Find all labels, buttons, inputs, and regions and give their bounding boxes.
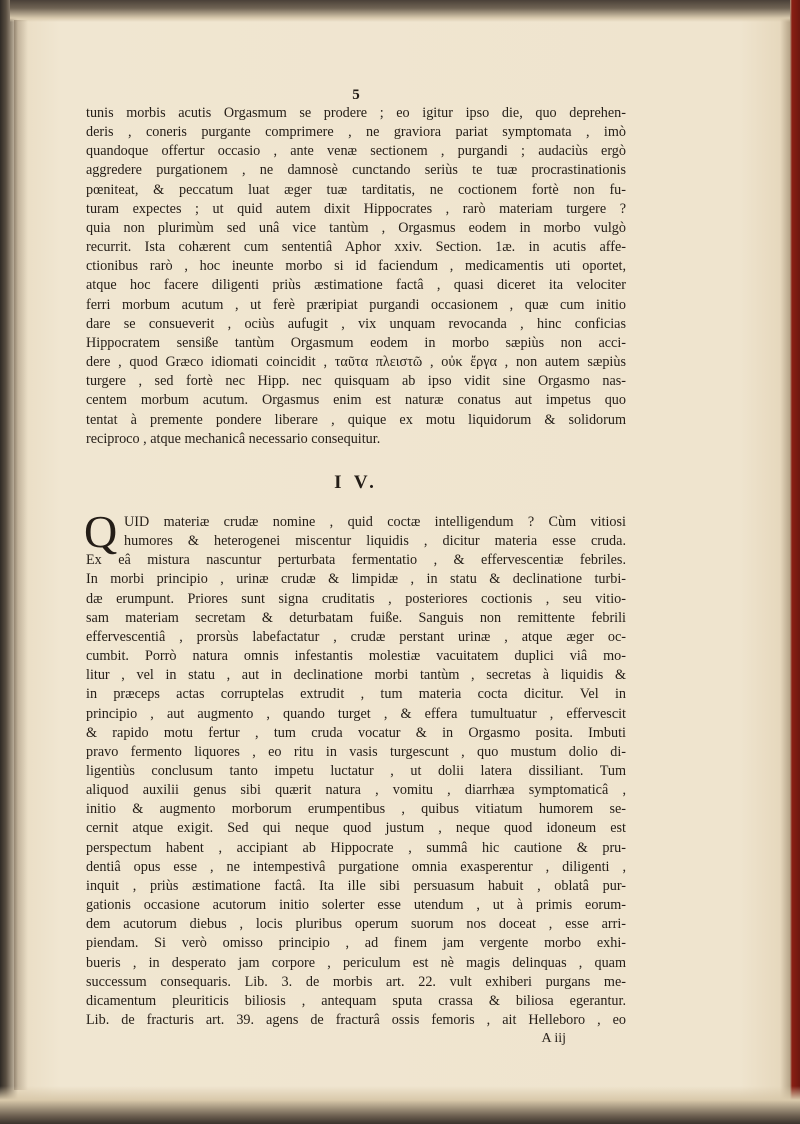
text-line: turgere , sed fortè nec Hipp. nec quisquam ab ipso vidit sine Orgasmo nas- bbox=[86, 373, 626, 390]
text-line: inquit , priùs æstimatione factâ. Ita ille sibi persuasum habuit , oblatâ pur- bbox=[86, 877, 626, 894]
text-line: dæ erumpunt. Priores sunt signa cruditatis , posteriores coctionis , seu vitio- bbox=[86, 590, 626, 607]
drop-cap: Q bbox=[84, 505, 118, 557]
text-line: UID materiæ crudæ nomine , quid coctæ intelligendum ? Cùm vitiosi bbox=[124, 513, 626, 530]
section-heading: I V. bbox=[334, 471, 378, 493]
paragraph-main bbox=[84, 505, 626, 1030]
page-bottom-edge bbox=[0, 1086, 800, 1124]
text-line: aliquod auxilii genus sibi quærit natura , vomitu , diarrhæa symptomaticâ , bbox=[86, 782, 626, 799]
text-line: gationis occasione acutorum initio solerter esse utendum , ut à primis eorum- bbox=[86, 897, 626, 914]
text-line: Ex eâ mistura nascuntur perturbata fermentatio , & effervescentiæ febriles. bbox=[86, 552, 626, 569]
text-line: humores & heterogenei miscentur liquidis , dicitur materia esse cruda. bbox=[124, 533, 626, 550]
text-line: tentat à premente pondere liberare , quique ex motu liquidorum & solidorum bbox=[86, 411, 626, 428]
text-line: Hippocratem sensiße tantùm Orgasmum eodem in morbo sæpiùs non acci- bbox=[86, 334, 626, 351]
text-line: pœniteat, & peccatum luat æger tuæ tarditatis, ne coctionem fortè non fu- bbox=[86, 181, 626, 198]
text-line: aggredere purgationem , ne damnosè cunctando seriùs te tuæ procrastinationis bbox=[86, 162, 626, 179]
text-line: litur , vel in statu , aut in declinatione morbi tantùm , secretas à liquidis & bbox=[86, 667, 626, 684]
text-line: principio , aut augmento , quando turget , & effera tumultuatur , effervescit bbox=[86, 705, 626, 722]
text-line: cumbit. Porrò natura omnis infestantis molestiæ vacuitatem duplici viâ mo- bbox=[86, 648, 626, 665]
text-line: & rapido motu fertur , tum cruda vocatur & in Orgasmo posita. Imbuti bbox=[86, 724, 626, 741]
text-line: ferri morbum acutum , ut ferè præripiat purgandi occasionem , quæ cum initio bbox=[86, 296, 626, 313]
text-line: In morbi principio , urinæ crudæ & limpidæ , in statu & declinatione turbi- bbox=[86, 571, 626, 588]
text-line: successum consequaris. Lib. 3. de morbis art. 22. vult exhiberi purgans me- bbox=[86, 973, 626, 990]
text-line: piendam. Si verò omisso principio , ad finem jam vergente morbo exhi- bbox=[86, 935, 626, 952]
text-line: ligentiùs conclusum tanto impetu luctatur , ut dolii latera dissiliant. Tum bbox=[86, 763, 626, 779]
text-line: dare se consueverit , ociùs aufugit , vix unquam revocanda , hinc conficias bbox=[86, 315, 626, 332]
text-line: dere , quod Græco idiomati coincidit , ταῦτα πλειστῶ , οὐκ ἔργα , non autem sæpiùs bbox=[86, 354, 626, 371]
text-line: centem morbum acutum. Orgasmus enim est naturæ conatus aut impetus quo bbox=[86, 392, 626, 409]
text-line: turam expectes ; ut quid autem dixit Hippocrates , rarò materiam turgere ? bbox=[86, 200, 626, 217]
text-line: bueris , in desperato jam corpore , periculum est nè magis delinquas , quam bbox=[86, 954, 626, 971]
text-line: effervescentiâ , prorsùs labefactatur , crudæ perstant urinæ , atque æger oc- bbox=[86, 628, 626, 645]
text-line: deris , coneris purgante comprimere , ne graviora pariat symptomata , imò bbox=[86, 124, 626, 141]
text-line: initio & augmento morborum erumpentibus , quibus vitiatum humorem se- bbox=[86, 801, 626, 818]
text-line: quia non plurimùm sed unâ vice tantùm , Orgasmus eodem in morbo vulgò bbox=[86, 219, 626, 236]
text-line: dem acutorum diebus , locis pluribus operum suorum nos doceat , esse arri- bbox=[86, 916, 626, 933]
page-number: 5 bbox=[352, 87, 360, 103]
text-line: cernit atque exigit. Sed qui neque quod justum , neque quod idoneum est bbox=[86, 820, 626, 837]
text-line: recurrit. Ista cohærent cum sententiâ Aphor xxiv. Section. 1æ. in acutis affe- bbox=[86, 239, 626, 256]
text-block bbox=[86, 88, 626, 1048]
text-line: dentiâ opus esse , ne intempestivâ purgatione omnia exasperentur , diligenti , bbox=[86, 858, 626, 875]
text-line: dicamentum pleuriticis biliosis , antequam sputa crassa & biliosa egerantur. bbox=[86, 992, 626, 1009]
text-line: reciproco , atque mechanicâ necessario consequitur. bbox=[86, 430, 381, 447]
text-line: pravo fermento liquores , eo ritu in vasis turgescunt , quo mustum dolio di- bbox=[86, 743, 626, 760]
page-top-edge bbox=[10, 0, 790, 22]
text-line: atque hoc facere diligenti priùs æstimatione factâ , quasi diceret ita velociter bbox=[86, 277, 626, 294]
text-line: Lib. de fracturis art. 39. agens de fracturâ ossis femoris , ait Helleboro , eo bbox=[86, 1012, 626, 1029]
spine-shadow bbox=[14, 20, 28, 1090]
text-line: tunis morbis acutis Orgasmum se prodere ; eo igitur ipso die, quo deprehen- bbox=[86, 105, 626, 121]
text-line: quandoque offertur occasio , ante venæ sectionem , purgandi ; audaciùs ergò bbox=[86, 143, 626, 160]
paragraph-top bbox=[86, 104, 626, 449]
signature-catchword: A iij bbox=[541, 1031, 566, 1047]
text-line: perspectum habent , accipiant ab Hippocrate , summâ hic cautione & pru- bbox=[86, 839, 626, 856]
text-line: in præceps actas corruptelas extrudit , tum materia cocta dicitur. Vel in bbox=[86, 686, 626, 703]
text-line: ctionibus rarò , hoc ineunte morbo si id faciendum , medicamentis uti oportet, bbox=[86, 258, 626, 275]
text-line: sam materiam secretam & deturbatam fuiße. Sanguis non remittente febrili bbox=[86, 609, 626, 626]
